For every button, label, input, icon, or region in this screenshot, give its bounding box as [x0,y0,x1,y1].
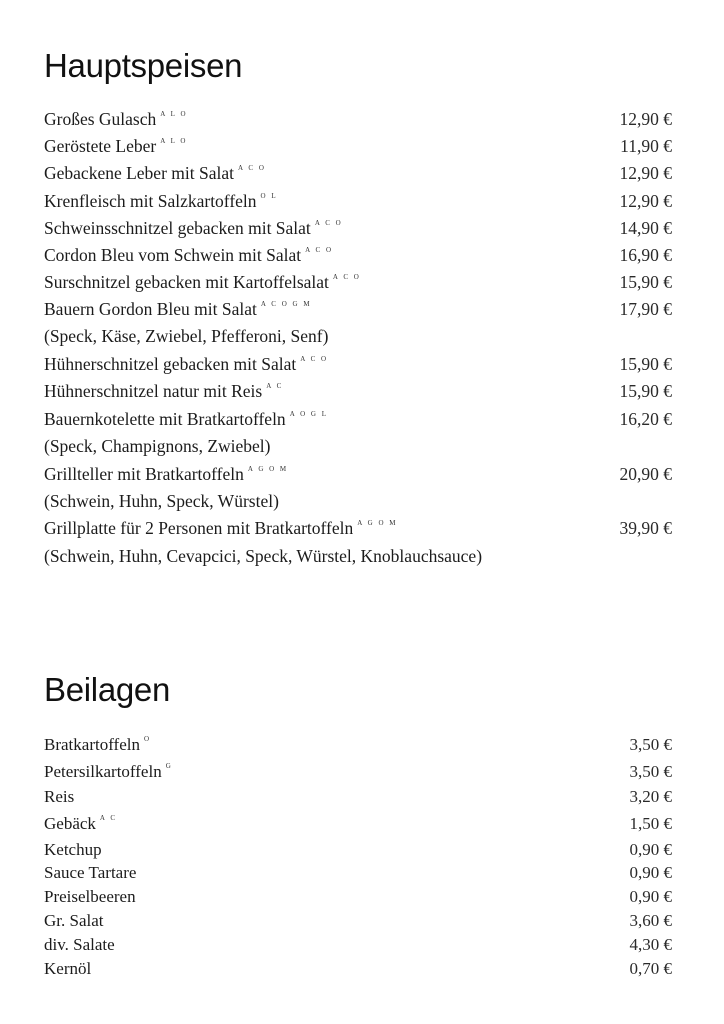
allergen-codes: A L O [160,137,188,145]
item-name: Sauce Tartare [44,863,137,882]
item-name: Preiselbeeren [44,887,136,906]
item-name: Gr. Salat [44,911,104,930]
item-price: 15,90 € [619,272,672,292]
allergen-codes: A G O M [357,519,398,527]
item-description: (Schwein, Huhn, Cevapcici, Speck, Würstel, Knoblauchsauce) [44,546,483,566]
allergen-codes: A L O [160,110,188,118]
item-price: 12,90 € [619,109,672,129]
item-price: 17,90 € [619,299,672,319]
item-name: Surschnitzel gebacken mit Kartoffelsalat [44,272,329,292]
item-name: div. Salate [44,935,115,954]
item-price: 15,90 € [619,354,672,374]
allergen-codes: A C O [305,246,334,254]
item-name: Hühnerschnitzel gebacken mit Salat [44,354,297,374]
item-price: 16,20 € [619,409,672,429]
item-price: 0,70 € [629,959,672,978]
allergen-codes: O [143,735,152,743]
item-price: 20,90 € [619,464,672,484]
allergen-codes: A C O G M [260,300,312,308]
item-price: 1,50 € [629,814,672,833]
item-name: Geröstete Leber [44,136,157,156]
item-description: (Speck, Käse, Zwiebel, Pfefferoni, Senf) [44,326,329,346]
section-title-hauptspeisen: Hauptspeisen [44,47,243,84]
section-title-beilagen: Beilagen [44,671,171,708]
item-name: Gebäck [44,814,96,833]
item-price: 15,90 € [619,381,672,401]
allergen-codes: A O G L [289,410,328,418]
item-price: 0,90 € [629,840,672,859]
item-name: Schweinsschnitzel gebacken mit Salat [44,218,311,238]
item-price: 39,90 € [619,518,672,538]
item-name: Reis [44,787,75,806]
allergen-codes: A G O M [247,465,289,473]
allergen-codes: A C O [332,273,361,281]
item-name: Hühnerschnitzel natur mit Reis [44,381,263,401]
item-description: (Speck, Champignons, Zwiebel) [44,436,271,456]
item-price: 3,20 € [629,787,672,806]
allergen-codes: A C O [237,164,266,172]
item-price: 12,90 € [619,191,672,211]
item-name: Cordon Bleu vom Schwein mit Salat [44,245,302,265]
item-name: Kernöl [44,959,92,978]
item-name: Petersilkartoffeln [44,762,162,781]
item-name: Ketchup [44,840,102,859]
item-name: Grillteller mit Bratkartoffeln [44,464,244,484]
item-name: Grillplatte für 2 Personen mit Bratkartoffeln [44,518,354,538]
allergen-codes: A C [99,814,118,822]
item-price: 4,30 € [629,935,672,954]
allergen-codes: A C O [314,219,343,227]
item-name: Bauern Gordon Bleu mit Salat [44,299,257,319]
item-name: Großes Gulasch [44,109,157,129]
item-price: 11,90 € [620,136,672,156]
item-price: 12,90 € [619,163,672,183]
allergen-codes: O L [260,192,278,200]
item-description: (Schwein, Huhn, Speck, Würstel) [44,491,279,511]
item-name: Bratkartoffeln [44,735,140,754]
item-price: 16,90 € [619,245,672,265]
item-name: Gebackene Leber mit Salat [44,163,234,183]
item-price: 14,90 € [619,218,672,238]
item-price: 0,90 € [629,887,672,906]
allergen-codes: A C [266,382,284,390]
item-price: 0,90 € [629,863,672,882]
item-price: 3,50 € [629,735,672,754]
allergen-codes: G [165,762,173,770]
item-name: Krenfleisch mit Salzkartoffeln [44,191,257,211]
allergen-codes: A C O [300,355,329,363]
item-name: Bauernkotelette mit Bratkartoffeln [44,409,286,429]
item-price: 3,60 € [629,911,672,930]
item-price: 3,50 € [629,762,672,781]
